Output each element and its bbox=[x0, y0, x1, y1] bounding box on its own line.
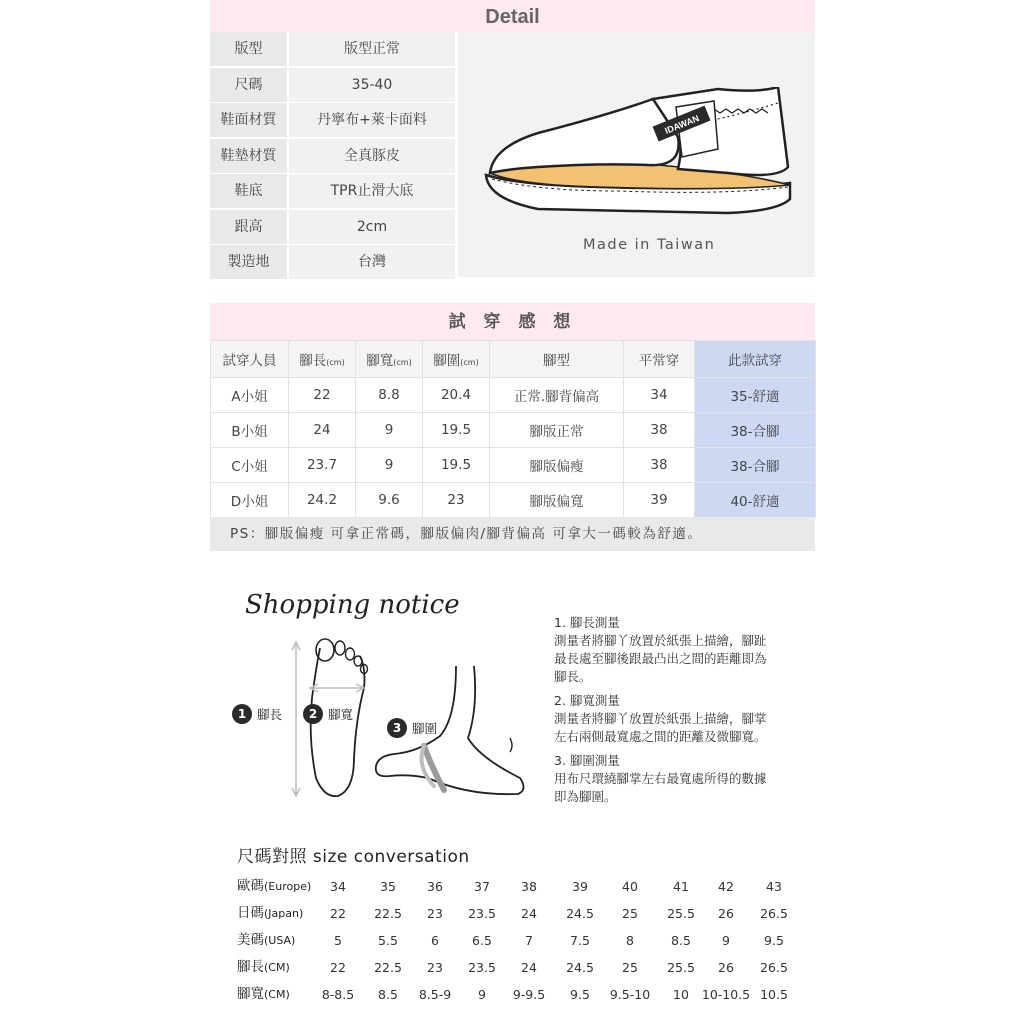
size-row bbox=[237, 954, 797, 981]
instruction-title: 1. 腳長測量 bbox=[554, 615, 620, 630]
size-cell: 10 bbox=[673, 987, 689, 1002]
made-in-label: Made in Taiwan bbox=[583, 237, 716, 253]
marker-label: 腳寬 bbox=[328, 707, 354, 722]
tryon-cell: 24.2 bbox=[289, 483, 356, 518]
size-cell: 24 bbox=[521, 960, 537, 975]
tryon-note: PS：腳版偏瘦 可拿正常碼，腳版偏肉/腳背偏高 可拿大一碼較為舒適。 bbox=[210, 517, 815, 551]
detail-value: 丹寧布+萊卡面料 bbox=[289, 103, 455, 137]
size-cell: 23 bbox=[427, 906, 443, 921]
detail-row bbox=[210, 103, 455, 137]
size-label-unit: (Japan) bbox=[264, 907, 304, 920]
detail-value: 2cm bbox=[289, 210, 455, 244]
size-cell: 26 bbox=[718, 960, 734, 975]
tryon-cell: 34 bbox=[624, 378, 695, 413]
size-cell: 8.5 bbox=[671, 933, 691, 948]
instruction-title: 2. 腳寬測量 bbox=[554, 693, 620, 708]
size-cell: 26 bbox=[718, 906, 734, 921]
size-cell: 40 bbox=[622, 879, 638, 894]
detail-label: 鞋底 bbox=[210, 174, 287, 208]
tryon-table bbox=[210, 340, 816, 518]
size-label-name: 歐碼 bbox=[237, 878, 264, 894]
size-row bbox=[237, 927, 797, 954]
size-cell: 23 bbox=[427, 960, 443, 975]
detail-value: 35-40 bbox=[289, 68, 455, 102]
tryon-cell: B小姐 bbox=[211, 413, 289, 448]
detail-title: Detail bbox=[210, 0, 815, 32]
tryon-header-cell: 試穿人員 bbox=[211, 341, 289, 378]
size-cell: 24 bbox=[521, 906, 537, 921]
marker-number: 2 bbox=[303, 704, 323, 724]
detail-label: 版型 bbox=[210, 32, 287, 66]
tryon-cell: 正常.腳背偏高 bbox=[490, 378, 624, 413]
tryon-cell: 23 bbox=[423, 483, 490, 518]
tryon-header-cell: 腳長(cm) bbox=[289, 341, 356, 378]
size-cell: 7 bbox=[525, 933, 533, 948]
size-cell: 26.5 bbox=[760, 960, 788, 975]
size-row-label bbox=[237, 873, 311, 900]
tryon-cell: C小姐 bbox=[211, 448, 289, 483]
size-cell: 8-8.5 bbox=[321, 987, 355, 1002]
tryon-row bbox=[211, 483, 816, 518]
tryon-cell: 19.5 bbox=[423, 448, 490, 483]
tryon-cell: 24 bbox=[289, 413, 356, 448]
detail-row bbox=[210, 139, 455, 173]
size-cell: 38 bbox=[521, 879, 537, 894]
detail-value: 版型正常 bbox=[289, 32, 455, 66]
tryon-cell: 19.5 bbox=[423, 413, 490, 448]
detail-value: TPR止滑大底 bbox=[289, 174, 455, 208]
tryon-cell: 腳版偏瘦 bbox=[490, 448, 624, 483]
tryon-header-cell: 腳圍(cm) bbox=[423, 341, 490, 378]
detail-row bbox=[210, 32, 455, 66]
shoe-illustration-panel bbox=[458, 32, 815, 277]
size-cell: 6 bbox=[431, 933, 439, 948]
instruction-line: 測量者將腳丫放置於紙張上描繪，腳趾 bbox=[554, 633, 767, 648]
detail-label: 鞋面材質 bbox=[210, 103, 287, 137]
size-row-label bbox=[237, 954, 290, 981]
instruction-line: 最長處至腳後跟最凸出之間的距離即為 bbox=[554, 651, 767, 666]
measure-marker bbox=[303, 704, 353, 724]
size-cell: 39 bbox=[572, 879, 588, 894]
brand-tag: IDAWAN bbox=[663, 113, 701, 136]
unit-label: (cm) bbox=[460, 358, 479, 367]
detail-row bbox=[210, 245, 455, 279]
slip-on-shoe-icon bbox=[478, 87, 798, 217]
tryon-cell: 38 bbox=[624, 448, 695, 483]
tryon-cell: 40-舒適 bbox=[695, 483, 816, 518]
marker-label: 腳圍 bbox=[412, 721, 438, 736]
size-cell: 22 bbox=[330, 906, 346, 921]
size-cell: 25.5 bbox=[667, 906, 695, 921]
tryon-header-cell: 腳寬(cm) bbox=[356, 341, 423, 378]
size-row-label bbox=[237, 981, 290, 1008]
instruction-line: 即為腳圍。 bbox=[554, 789, 617, 804]
tryon-cell: D小姐 bbox=[211, 483, 289, 518]
size-cell: 9 bbox=[722, 933, 730, 948]
size-cell: 25 bbox=[622, 906, 638, 921]
size-cell: 7.5 bbox=[570, 933, 590, 948]
detail-label: 鞋墊材質 bbox=[210, 139, 287, 173]
marker-number: 3 bbox=[387, 718, 407, 738]
size-cell: 42 bbox=[718, 879, 734, 894]
size-cell: 23.5 bbox=[468, 906, 496, 921]
size-cell: 34 bbox=[330, 879, 346, 894]
tryon-title: 試 穿 感 想 bbox=[210, 303, 815, 340]
size-cell: 22.5 bbox=[374, 906, 402, 921]
size-cell: 8.5-9 bbox=[418, 987, 452, 1002]
size-cell: 41 bbox=[673, 879, 689, 894]
size-cell: 9.5 bbox=[764, 933, 784, 948]
tryon-header-cell: 平常穿 bbox=[624, 341, 695, 378]
tryon-row bbox=[211, 413, 816, 448]
size-label-name: 日碼 bbox=[237, 905, 264, 921]
size-cell: 10.5 bbox=[760, 987, 788, 1002]
instruction-line: 用布尺環繞腳掌左右最寬處所得的數據 bbox=[554, 771, 767, 786]
detail-spec-table bbox=[210, 32, 455, 281]
size-row-label bbox=[237, 900, 303, 927]
tryon-cell: 38-合腳 bbox=[695, 413, 816, 448]
size-cell: 9.5-10 bbox=[609, 987, 651, 1002]
tryon-row bbox=[211, 448, 816, 483]
marker-number: 1 bbox=[232, 704, 252, 724]
size-label-name: 腳長 bbox=[237, 959, 264, 975]
tryon-cell: 23.7 bbox=[289, 448, 356, 483]
detail-label: 跟高 bbox=[210, 210, 287, 244]
measure-marker bbox=[387, 718, 437, 738]
size-label-unit: (CM) bbox=[264, 961, 290, 974]
size-label-name: 美碼 bbox=[237, 932, 264, 948]
size-cell: 22.5 bbox=[374, 960, 402, 975]
tryon-cell: 38-合腳 bbox=[695, 448, 816, 483]
size-row-label bbox=[237, 927, 295, 954]
tryon-cell: 35-舒適 bbox=[695, 378, 816, 413]
size-cell: 25 bbox=[622, 960, 638, 975]
size-cell: 43 bbox=[766, 879, 782, 894]
size-cell: 36 bbox=[427, 879, 443, 894]
detail-value: 全真豚皮 bbox=[289, 139, 455, 173]
detail-label: 尺碼 bbox=[210, 68, 287, 102]
svg-text:Shopping notice: Shopping notice bbox=[245, 590, 460, 620]
size-label-name: 腳寬 bbox=[237, 986, 264, 1002]
tryon-cell: 20.4 bbox=[423, 378, 490, 413]
size-cell: 23.5 bbox=[468, 960, 496, 975]
size-cell: 6.5 bbox=[472, 933, 492, 948]
tryon-cell: 9 bbox=[356, 448, 423, 483]
size-cell: 10-10.5 bbox=[701, 987, 751, 1002]
size-cell: 26.5 bbox=[760, 906, 788, 921]
size-cell: 9.5 bbox=[570, 987, 590, 1002]
size-label-unit: (Europe) bbox=[264, 880, 312, 893]
size-row bbox=[237, 900, 797, 927]
size-cell: 24.5 bbox=[566, 906, 594, 921]
detail-label: 製造地 bbox=[210, 245, 287, 279]
size-cell: 37 bbox=[474, 879, 490, 894]
size-chart-title: 尺碼對照 size conversation bbox=[237, 847, 470, 867]
measure-marker bbox=[232, 704, 282, 724]
size-label-unit: (CM) bbox=[264, 988, 290, 1001]
size-cell: 25.5 bbox=[667, 960, 695, 975]
tryon-cell: 38 bbox=[624, 413, 695, 448]
size-cell: 8.5 bbox=[378, 987, 398, 1002]
tryon-cell: A小姐 bbox=[211, 378, 289, 413]
marker-label: 腳長 bbox=[257, 707, 283, 722]
tryon-cell: 8.8 bbox=[356, 378, 423, 413]
size-cell: 9 bbox=[478, 987, 486, 1002]
tryon-header-cell: 此款試穿 bbox=[695, 341, 816, 378]
tryon-cell: 腳版正常 bbox=[490, 413, 624, 448]
detail-value: 台灣 bbox=[289, 245, 455, 279]
instruction-line: 測量者將腳丫放置於紙張上描繪，腳掌 bbox=[554, 711, 767, 726]
tryon-cell: 9.6 bbox=[356, 483, 423, 518]
size-cell: 35 bbox=[380, 879, 396, 894]
unit-label: (cm) bbox=[326, 358, 345, 367]
measurement-instructions bbox=[554, 614, 804, 806]
unit-label: (cm) bbox=[393, 358, 412, 367]
tryon-cell: 腳版偏寬 bbox=[490, 483, 624, 518]
size-row bbox=[237, 981, 797, 1008]
instruction-line: 左右兩側最寬處之間的距離及微腳寬。 bbox=[554, 729, 767, 744]
size-cell: 8 bbox=[626, 933, 634, 948]
size-chart-table bbox=[237, 873, 797, 1008]
detail-row bbox=[210, 210, 455, 244]
tryon-header-cell: 腳型 bbox=[490, 341, 624, 378]
size-cell: 5.5 bbox=[378, 933, 398, 948]
detail-row bbox=[210, 174, 455, 208]
tryon-cell: 9 bbox=[356, 413, 423, 448]
size-label-unit: (USA) bbox=[264, 934, 296, 947]
instruction-line: 腳長。 bbox=[554, 669, 592, 684]
size-cell: 5 bbox=[334, 933, 342, 948]
tryon-cell: 39 bbox=[624, 483, 695, 518]
detail-row bbox=[210, 68, 455, 102]
size-cell: 24.5 bbox=[566, 960, 594, 975]
tryon-row bbox=[211, 378, 816, 413]
size-row bbox=[237, 873, 797, 900]
size-cell: 9-9.5 bbox=[512, 987, 546, 1002]
instruction-title: 3. 腳圍測量 bbox=[554, 753, 620, 768]
size-cell: 22 bbox=[330, 960, 346, 975]
tryon-cell: 22 bbox=[289, 378, 356, 413]
